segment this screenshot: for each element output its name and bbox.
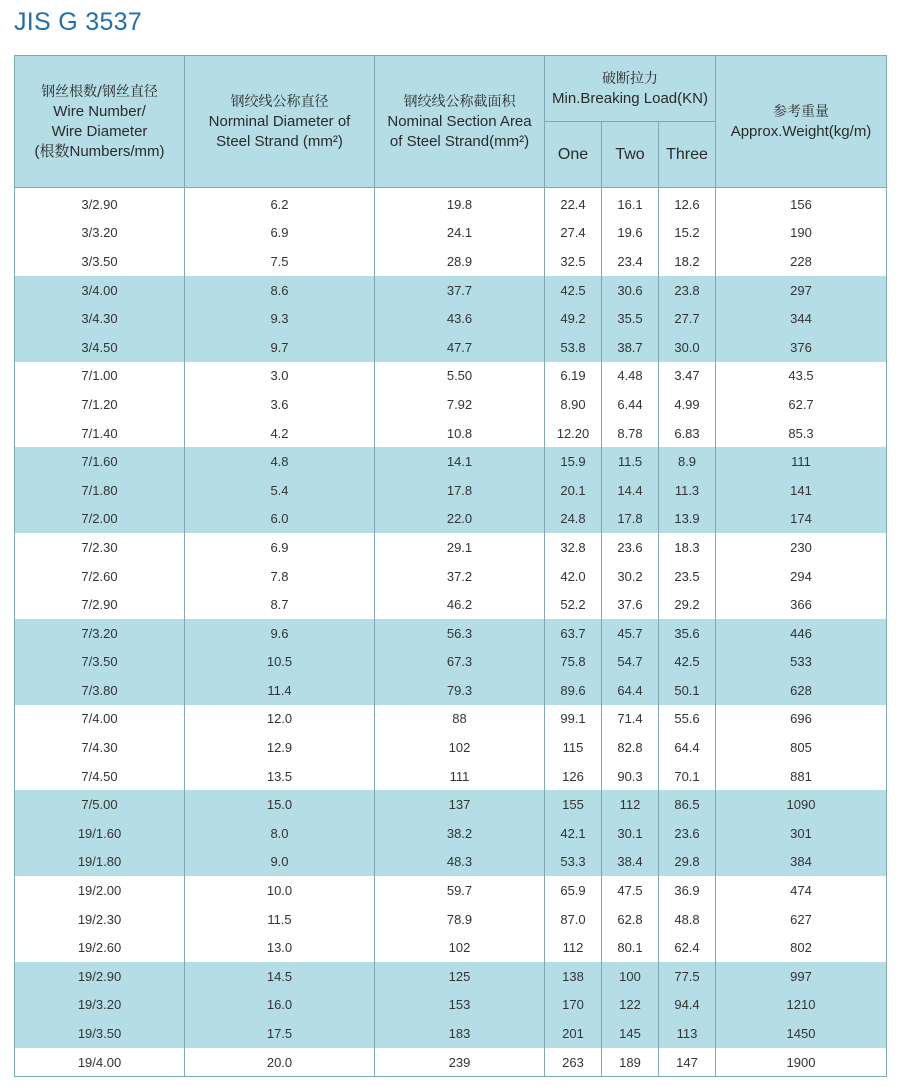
header-wire-en3: (根数Numbers/mm) <box>34 142 165 160</box>
diameter-cell: 7.5 <box>185 247 375 276</box>
section-cell: 79.3 <box>375 676 545 705</box>
header-load <box>545 56 716 122</box>
header-wire-en1: Wire Number/ <box>53 102 146 120</box>
diameter-cell: 6.9 <box>185 533 375 562</box>
section-cell: 239 <box>375 1048 545 1077</box>
spec-table <box>14 55 887 1077</box>
table-row <box>15 533 887 562</box>
load-one-cell: 155 <box>545 790 602 819</box>
load-one-cell: 87.0 <box>545 905 602 934</box>
load-three-cell: 3.47 <box>659 362 716 391</box>
wire-cell: 3/3.50 <box>15 247 185 276</box>
diameter-cell: 4.8 <box>185 447 375 476</box>
load-three-cell: 13.9 <box>659 505 716 534</box>
header-one: One <box>545 122 602 188</box>
load-two-cell: 189 <box>602 1048 659 1077</box>
header-wire-en2: Wire Diameter <box>51 122 148 140</box>
table-row <box>15 819 887 848</box>
load-one-cell: 27.4 <box>545 219 602 248</box>
weight-cell: 1210 <box>716 991 887 1020</box>
header-diameter-en2: Steel Strand (mm²) <box>216 132 343 150</box>
load-one-cell: 201 <box>545 1019 602 1048</box>
table-row <box>15 333 887 362</box>
wire-cell: 19/3.50 <box>15 1019 185 1048</box>
table-row <box>15 648 887 677</box>
section-cell: 47.7 <box>375 333 545 362</box>
weight-cell: 174 <box>716 505 887 534</box>
section-cell: 153 <box>375 991 545 1020</box>
load-three-cell: 48.8 <box>659 905 716 934</box>
table-row <box>15 188 887 219</box>
load-three-cell: 23.6 <box>659 819 716 848</box>
header-section-en2: of Steel Strand(mm²) <box>389 132 530 150</box>
load-one-cell: 138 <box>545 962 602 991</box>
load-one-cell: 63.7 <box>545 619 602 648</box>
load-three-cell: 64.4 <box>659 733 716 762</box>
table-row <box>15 219 887 248</box>
weight-cell: 1090 <box>716 790 887 819</box>
weight-cell: 43.5 <box>716 362 887 391</box>
diameter-cell: 12.0 <box>185 705 375 734</box>
weight-cell: 376 <box>716 333 887 362</box>
weight-cell: 190 <box>716 219 887 248</box>
section-cell: 59.7 <box>375 876 545 905</box>
section-cell: 67.3 <box>375 648 545 677</box>
header-load-cn: 破断拉力 <box>602 70 658 87</box>
weight-cell: 294 <box>716 562 887 591</box>
load-one-cell: 75.8 <box>545 648 602 677</box>
load-two-cell: 23.4 <box>602 247 659 276</box>
table-row <box>15 790 887 819</box>
wire-cell: 19/2.60 <box>15 933 185 962</box>
load-three-cell: 94.4 <box>659 991 716 1020</box>
diameter-cell: 14.5 <box>185 962 375 991</box>
diameter-cell: 9.3 <box>185 304 375 333</box>
diameter-cell: 17.5 <box>185 1019 375 1048</box>
header-two: Two <box>602 122 659 188</box>
section-cell: 48.3 <box>375 848 545 877</box>
diameter-cell: 20.0 <box>185 1048 375 1077</box>
load-three-cell: 86.5 <box>659 790 716 819</box>
table-row <box>15 733 887 762</box>
weight-cell: 474 <box>716 876 887 905</box>
diameter-cell: 4.2 <box>185 419 375 448</box>
page-title: JIS G 3537 <box>14 8 143 36</box>
load-three-cell: 42.5 <box>659 648 716 677</box>
diameter-cell: 3.6 <box>185 390 375 419</box>
section-cell: 111 <box>375 762 545 791</box>
load-two-cell: 16.1 <box>602 188 659 219</box>
load-three-cell: 23.5 <box>659 562 716 591</box>
section-cell: 17.8 <box>375 476 545 505</box>
load-one-cell: 20.1 <box>545 476 602 505</box>
wire-cell: 7/1.20 <box>15 390 185 419</box>
diameter-cell: 11.4 <box>185 676 375 705</box>
section-cell: 56.3 <box>375 619 545 648</box>
section-cell: 24.1 <box>375 219 545 248</box>
load-two-cell: 38.4 <box>602 848 659 877</box>
weight-cell: 366 <box>716 590 887 619</box>
wire-cell: 3/4.50 <box>15 333 185 362</box>
header-load-en1: Min.Breaking Load(KN) <box>552 89 708 107</box>
load-one-cell: 52.2 <box>545 590 602 619</box>
load-three-cell: 77.5 <box>659 962 716 991</box>
load-three-cell: 18.2 <box>659 247 716 276</box>
table-row <box>15 933 887 962</box>
table-row <box>15 247 887 276</box>
load-one-cell: 115 <box>545 733 602 762</box>
table-row <box>15 762 887 791</box>
load-two-cell: 71.4 <box>602 705 659 734</box>
wire-cell: 3/2.90 <box>15 188 185 219</box>
wire-cell: 19/4.00 <box>15 1048 185 1077</box>
load-one-cell: 49.2 <box>545 304 602 333</box>
wire-cell: 19/2.90 <box>15 962 185 991</box>
load-two-cell: 90.3 <box>602 762 659 791</box>
diameter-cell: 8.0 <box>185 819 375 848</box>
weight-cell: 228 <box>716 247 887 276</box>
weight-cell: 628 <box>716 676 887 705</box>
section-cell: 125 <box>375 962 545 991</box>
diameter-cell: 13.0 <box>185 933 375 962</box>
table-row <box>15 419 887 448</box>
diameter-cell: 13.5 <box>185 762 375 791</box>
load-three-cell: 70.1 <box>659 762 716 791</box>
load-three-cell: 55.6 <box>659 705 716 734</box>
load-one-cell: 22.4 <box>545 188 602 219</box>
table-row <box>15 276 887 305</box>
weight-cell: 301 <box>716 819 887 848</box>
section-cell: 183 <box>375 1019 545 1048</box>
load-two-cell: 38.7 <box>602 333 659 362</box>
weight-cell: 696 <box>716 705 887 734</box>
load-two-cell: 45.7 <box>602 619 659 648</box>
load-two-cell: 11.5 <box>602 447 659 476</box>
table-row <box>15 905 887 934</box>
load-one-cell: 263 <box>545 1048 602 1077</box>
load-one-cell: 42.0 <box>545 562 602 591</box>
wire-cell: 19/2.00 <box>15 876 185 905</box>
weight-cell: 1900 <box>716 1048 887 1077</box>
wire-cell: 7/2.60 <box>15 562 185 591</box>
load-three-cell: 18.3 <box>659 533 716 562</box>
table-row <box>15 390 887 419</box>
load-three-cell: 113 <box>659 1019 716 1048</box>
diameter-cell: 7.8 <box>185 562 375 591</box>
load-two-cell: 8.78 <box>602 419 659 448</box>
load-two-cell: 112 <box>602 790 659 819</box>
load-one-cell: 24.8 <box>545 505 602 534</box>
header-diameter-cn: 钢绞线公称直径 <box>230 93 329 110</box>
table-row <box>15 619 887 648</box>
weight-cell: 344 <box>716 304 887 333</box>
section-cell: 5.50 <box>375 362 545 391</box>
header-weight-en1: Approx.Weight(kg/m) <box>730 122 872 140</box>
diameter-cell: 15.0 <box>185 790 375 819</box>
load-two-cell: 47.5 <box>602 876 659 905</box>
header-section-cn: 钢绞线公称截面积 <box>403 93 516 110</box>
table-row <box>15 447 887 476</box>
load-two-cell: 30.2 <box>602 562 659 591</box>
load-two-cell: 17.8 <box>602 505 659 534</box>
weight-cell: 446 <box>716 619 887 648</box>
section-cell: 46.2 <box>375 590 545 619</box>
load-three-cell: 29.8 <box>659 848 716 877</box>
diameter-cell: 10.5 <box>185 648 375 677</box>
table-row <box>15 676 887 705</box>
load-one-cell: 15.9 <box>545 447 602 476</box>
diameter-cell: 9.0 <box>185 848 375 877</box>
load-two-cell: 6.44 <box>602 390 659 419</box>
diameter-cell: 9.6 <box>185 619 375 648</box>
weight-cell: 297 <box>716 276 887 305</box>
wire-cell: 7/2.00 <box>15 505 185 534</box>
weight-cell: 802 <box>716 933 887 962</box>
weight-cell: 533 <box>716 648 887 677</box>
section-cell: 78.9 <box>375 905 545 934</box>
wire-cell: 7/3.50 <box>15 648 185 677</box>
load-three-cell: 8.9 <box>659 447 716 476</box>
wire-cell: 19/2.30 <box>15 905 185 934</box>
header-wire <box>15 56 185 188</box>
wire-cell: 7/2.90 <box>15 590 185 619</box>
load-one-cell: 53.8 <box>545 333 602 362</box>
diameter-cell: 12.9 <box>185 733 375 762</box>
load-two-cell: 100 <box>602 962 659 991</box>
load-two-cell: 35.5 <box>602 304 659 333</box>
section-cell: 28.9 <box>375 247 545 276</box>
header-diameter-en1: Norminal Diameter of <box>208 112 351 130</box>
table-row <box>15 1048 887 1077</box>
section-cell: 88 <box>375 705 545 734</box>
table-row <box>15 705 887 734</box>
wire-cell: 19/3.20 <box>15 991 185 1020</box>
load-two-cell: 19.6 <box>602 219 659 248</box>
wire-cell: 7/4.00 <box>15 705 185 734</box>
section-cell: 37.2 <box>375 562 545 591</box>
table-row <box>15 876 887 905</box>
diameter-cell: 10.0 <box>185 876 375 905</box>
diameter-cell: 6.9 <box>185 219 375 248</box>
table-row <box>15 848 887 877</box>
weight-cell: 881 <box>716 762 887 791</box>
wire-cell: 7/1.00 <box>15 362 185 391</box>
load-two-cell: 14.4 <box>602 476 659 505</box>
wire-cell: 7/4.50 <box>15 762 185 791</box>
weight-cell: 62.7 <box>716 390 887 419</box>
header-three: Three <box>659 122 716 188</box>
load-one-cell: 170 <box>545 991 602 1020</box>
header-wire-cn: 钢丝根数/钢丝直径 <box>41 83 158 100</box>
load-one-cell: 8.90 <box>545 390 602 419</box>
load-three-cell: 23.8 <box>659 276 716 305</box>
weight-cell: 384 <box>716 848 887 877</box>
load-two-cell: 64.4 <box>602 676 659 705</box>
header-diameter <box>185 56 375 188</box>
load-three-cell: 30.0 <box>659 333 716 362</box>
header-section-en1: Nominal Section Area <box>387 112 532 130</box>
section-cell: 137 <box>375 790 545 819</box>
weight-cell: 85.3 <box>716 419 887 448</box>
load-one-cell: 32.8 <box>545 533 602 562</box>
diameter-cell: 8.7 <box>185 590 375 619</box>
diameter-cell: 5.4 <box>185 476 375 505</box>
load-three-cell: 62.4 <box>659 933 716 962</box>
load-three-cell: 50.1 <box>659 676 716 705</box>
wire-cell: 3/3.20 <box>15 219 185 248</box>
load-three-cell: 4.99 <box>659 390 716 419</box>
diameter-cell: 6.0 <box>185 505 375 534</box>
section-cell: 37.7 <box>375 276 545 305</box>
diameter-cell: 3.0 <box>185 362 375 391</box>
diameter-cell: 11.5 <box>185 905 375 934</box>
load-three-cell: 12.6 <box>659 188 716 219</box>
header-section <box>375 56 545 188</box>
load-one-cell: 32.5 <box>545 247 602 276</box>
load-three-cell: 6.83 <box>659 419 716 448</box>
table-row <box>15 590 887 619</box>
load-two-cell: 30.6 <box>602 276 659 305</box>
table-row <box>15 476 887 505</box>
section-cell: 14.1 <box>375 447 545 476</box>
wire-cell: 19/1.60 <box>15 819 185 848</box>
wire-cell: 7/5.00 <box>15 790 185 819</box>
table-row <box>15 991 887 1020</box>
wire-cell: 19/1.80 <box>15 848 185 877</box>
section-cell: 7.92 <box>375 390 545 419</box>
table-row <box>15 505 887 534</box>
section-cell: 22.0 <box>375 505 545 534</box>
table-row <box>15 1019 887 1048</box>
load-two-cell: 30.1 <box>602 819 659 848</box>
wire-cell: 7/3.80 <box>15 676 185 705</box>
load-one-cell: 53.3 <box>545 848 602 877</box>
weight-cell: 141 <box>716 476 887 505</box>
load-one-cell: 6.19 <box>545 362 602 391</box>
load-one-cell: 99.1 <box>545 705 602 734</box>
wire-cell: 3/4.00 <box>15 276 185 305</box>
load-one-cell: 42.1 <box>545 819 602 848</box>
weight-cell: 1450 <box>716 1019 887 1048</box>
wire-cell: 7/3.20 <box>15 619 185 648</box>
load-one-cell: 42.5 <box>545 276 602 305</box>
load-two-cell: 54.7 <box>602 648 659 677</box>
load-three-cell: 36.9 <box>659 876 716 905</box>
diameter-cell: 8.6 <box>185 276 375 305</box>
load-three-cell: 29.2 <box>659 590 716 619</box>
load-one-cell: 89.6 <box>545 676 602 705</box>
wire-cell: 7/1.80 <box>15 476 185 505</box>
section-cell: 43.6 <box>375 304 545 333</box>
header-weight-cn: 参考重量 <box>773 103 830 120</box>
section-cell: 19.8 <box>375 188 545 219</box>
wire-cell: 7/1.40 <box>15 419 185 448</box>
weight-cell: 156 <box>716 188 887 219</box>
load-three-cell: 15.2 <box>659 219 716 248</box>
table-body <box>15 188 887 1077</box>
load-two-cell: 62.8 <box>602 905 659 934</box>
section-cell: 102 <box>375 933 545 962</box>
table-row <box>15 304 887 333</box>
load-two-cell: 37.6 <box>602 590 659 619</box>
wire-cell: 3/4.30 <box>15 304 185 333</box>
wire-cell: 7/2.30 <box>15 533 185 562</box>
load-two-cell: 122 <box>602 991 659 1020</box>
weight-cell: 997 <box>716 962 887 991</box>
header-weight <box>716 56 887 188</box>
load-three-cell: 11.3 <box>659 476 716 505</box>
section-cell: 29.1 <box>375 533 545 562</box>
diameter-cell: 6.2 <box>185 188 375 219</box>
load-two-cell: 80.1 <box>602 933 659 962</box>
table-row <box>15 362 887 391</box>
load-two-cell: 23.6 <box>602 533 659 562</box>
weight-cell: 230 <box>716 533 887 562</box>
section-cell: 102 <box>375 733 545 762</box>
table-row <box>15 562 887 591</box>
load-two-cell: 82.8 <box>602 733 659 762</box>
load-three-cell: 147 <box>659 1048 716 1077</box>
weight-cell: 805 <box>716 733 887 762</box>
section-cell: 10.8 <box>375 419 545 448</box>
wire-cell: 7/1.60 <box>15 447 185 476</box>
load-one-cell: 126 <box>545 762 602 791</box>
load-three-cell: 35.6 <box>659 619 716 648</box>
load-two-cell: 4.48 <box>602 362 659 391</box>
load-one-cell: 12.20 <box>545 419 602 448</box>
section-cell: 38.2 <box>375 819 545 848</box>
load-three-cell: 27.7 <box>659 304 716 333</box>
wire-cell: 7/4.30 <box>15 733 185 762</box>
weight-cell: 627 <box>716 905 887 934</box>
diameter-cell: 16.0 <box>185 991 375 1020</box>
load-one-cell: 112 <box>545 933 602 962</box>
load-two-cell: 145 <box>602 1019 659 1048</box>
table-row <box>15 962 887 991</box>
weight-cell: 111 <box>716 447 887 476</box>
diameter-cell: 9.7 <box>185 333 375 362</box>
load-one-cell: 65.9 <box>545 876 602 905</box>
